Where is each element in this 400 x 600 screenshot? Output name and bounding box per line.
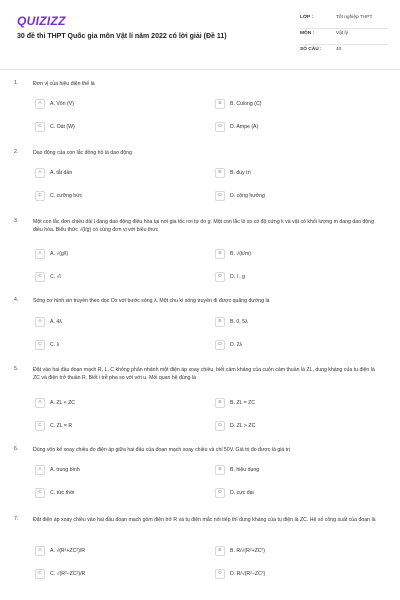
option-text: B. 0, 5λ (230, 318, 248, 325)
option-c[interactable] (35, 338, 59, 351)
option-a[interactable] (35, 166, 72, 179)
option-letter: D (215, 421, 225, 431)
option-text: B. Culong (C) (230, 100, 262, 107)
option-letter: A (35, 465, 45, 475)
option-text: A. √(g/l) (50, 250, 69, 257)
question-number: 1. (14, 80, 19, 86)
option-text: C. tức thời (50, 489, 75, 496)
option-text: A. tắt dần (50, 169, 73, 176)
option-c[interactable] (35, 486, 74, 499)
option-text: A. 4λ (50, 318, 62, 325)
question-number: 5. (14, 366, 19, 372)
option-d[interactable] (215, 567, 265, 580)
question-number: 7. (14, 516, 19, 522)
option-letter: A (35, 546, 45, 556)
option-text: B. √(k/m) (230, 250, 252, 257)
meta-row-class (300, 13, 388, 29)
option-letter: B (215, 99, 225, 109)
option-letter: A (35, 168, 45, 178)
option-letter: A (35, 398, 45, 408)
option-text: C. cưỡng bức (50, 192, 83, 199)
document-title: 30 đề thi THPT Quốc gia môn Vật lí năm 2022 có lời giải (Đề 11) (17, 33, 227, 40)
option-a[interactable] (35, 463, 80, 476)
option-d[interactable] (215, 270, 245, 283)
meta-value: Vật lý (336, 31, 348, 36)
option-b[interactable] (215, 544, 265, 557)
option-c[interactable] (35, 270, 61, 283)
option-text: B. hiệu dụng (230, 466, 260, 473)
option-text: C. √(R²−ZC²)/R (50, 570, 86, 577)
option-letter: D (215, 340, 225, 350)
option-letter: D (215, 569, 225, 579)
meta-row-subject (300, 29, 388, 45)
option-letter: A (35, 317, 45, 327)
question-text: Đặt điện áp xoay chiều vào hai đầu đoạn mạch gồm điện trở R và tụ điện mắc nối tiếp thì dung kháng của tụ điện là ZC. Hệ số công suất của đoạn là (33, 517, 376, 523)
option-d[interactable] (215, 486, 254, 499)
option-letter: B (215, 168, 225, 178)
option-text: B. ZL = ZC (230, 399, 256, 406)
meta-value: 40 (336, 47, 342, 52)
option-letter: B (215, 398, 225, 408)
question-text: Đặt vào hai đầu đoạn mạch R, L, C không phân nhánh một điện áp xoay chiều, biết cảm kháng của cuộn cảm thuần là ZL, dung kháng của tụ điện là ZC và điện trở thuần R. Biết i trễ pha so với với u. Mối quan hệ đúng là (33, 367, 375, 381)
option-letter: B (215, 546, 225, 556)
option-text: A. √(R²+ZC²)/R (50, 547, 85, 554)
question-text: Dùng vôn kế xoay chiều đo điện áp giữa hai đầu của đoạn mạch xoay chiều và chỉ 50V. Giá trị đo được là giá trị (33, 447, 291, 453)
option-text: D. ZL > ZC (230, 422, 256, 429)
option-text: C. ZL = R (50, 422, 73, 429)
option-letter: C (35, 569, 45, 579)
option-text: A. ZL < ZC (50, 399, 76, 406)
meta-key: MÔN : (300, 31, 315, 36)
option-letter: C (35, 272, 45, 282)
option-a[interactable] (35, 315, 62, 328)
option-b[interactable] (215, 166, 251, 179)
option-letter: B (215, 317, 225, 327)
question-text: Một con lắc đơn chiều dài l đang dao động điều hòa tại nơi gia tốc rơi tự do g. Một con lắc lò xo có độ cứng k và vật có khối lượng m đang dao động điều hòa. Biểu thức √(l/g) có cùng đơn vị với biểu thức (33, 219, 374, 233)
option-letter: D (215, 122, 225, 132)
meta-row-count (300, 45, 388, 61)
option-a[interactable] (35, 247, 68, 260)
option-letter: D (215, 272, 225, 282)
option-text: D. R/√(R²−ZC²) (230, 570, 266, 577)
option-text: C. λ (50, 341, 60, 348)
question-number: 2. (14, 149, 19, 155)
header (0, 0, 400, 66)
option-text: D. cộng hưởng (230, 192, 265, 199)
question-number: 4. (14, 297, 19, 303)
option-text: C. √l (50, 273, 61, 280)
meta-key: LỚP : (300, 15, 314, 20)
option-letter: C (35, 191, 45, 201)
option-letter: D (215, 488, 225, 498)
option-d[interactable] (215, 419, 255, 432)
option-text: A. Vôn (V) (50, 100, 74, 107)
option-text: A. trung bình (50, 466, 80, 473)
option-b[interactable] (215, 247, 251, 260)
option-c[interactable] (35, 189, 82, 202)
question-text: Đơn vị của hiệu điện thế là (33, 81, 95, 87)
option-b[interactable] (215, 97, 261, 110)
question-number: 6. (14, 446, 19, 452)
option-letter: D (215, 191, 225, 201)
meta-value: Tốt nghiệp THPT (336, 15, 373, 20)
option-letter: B (215, 465, 225, 475)
option-c[interactable] (35, 567, 85, 580)
option-text: B. R/√(R²+ZC²) (230, 547, 265, 554)
meta-key: SỐ CÂU : (300, 47, 322, 52)
option-c[interactable] (35, 120, 75, 133)
option-a[interactable] (35, 97, 74, 110)
option-d[interactable] (215, 189, 265, 202)
option-text: D. cực đại (230, 489, 254, 496)
option-d[interactable] (215, 120, 258, 133)
option-a[interactable] (35, 544, 85, 557)
option-text: D. Ampe (A) (230, 123, 259, 130)
option-d[interactable] (215, 338, 242, 351)
header-divider (0, 69, 400, 70)
option-letter: C (35, 122, 45, 132)
option-letter: A (35, 249, 45, 259)
option-text: B. duy trì (230, 169, 251, 176)
option-a[interactable] (35, 396, 75, 409)
option-letter: C (35, 488, 45, 498)
option-text: D. l . g (230, 273, 245, 280)
option-b[interactable] (215, 315, 248, 328)
option-letter: B (215, 249, 225, 259)
option-text: C. Oát (W) (50, 123, 75, 130)
option-c[interactable] (35, 419, 72, 432)
option-letter: A (35, 99, 45, 109)
option-b[interactable] (215, 396, 255, 409)
option-letter: C (35, 421, 45, 431)
option-letter: C (35, 340, 45, 350)
meta-table (300, 13, 388, 61)
question-text: Dao động của con lắc đồng hồ là dao động (33, 150, 132, 156)
option-b[interactable] (215, 463, 259, 476)
question-number: 3. (14, 218, 19, 224)
quizizz-logo: QUIZIZZ (17, 14, 66, 28)
question-text: Sóng cơ hình sin truyền theo dọc Ox với bước sóng λ. Một chu kì sóng truyền đi được quãng đường là (33, 298, 270, 304)
option-text: D. 2λ (230, 341, 243, 348)
